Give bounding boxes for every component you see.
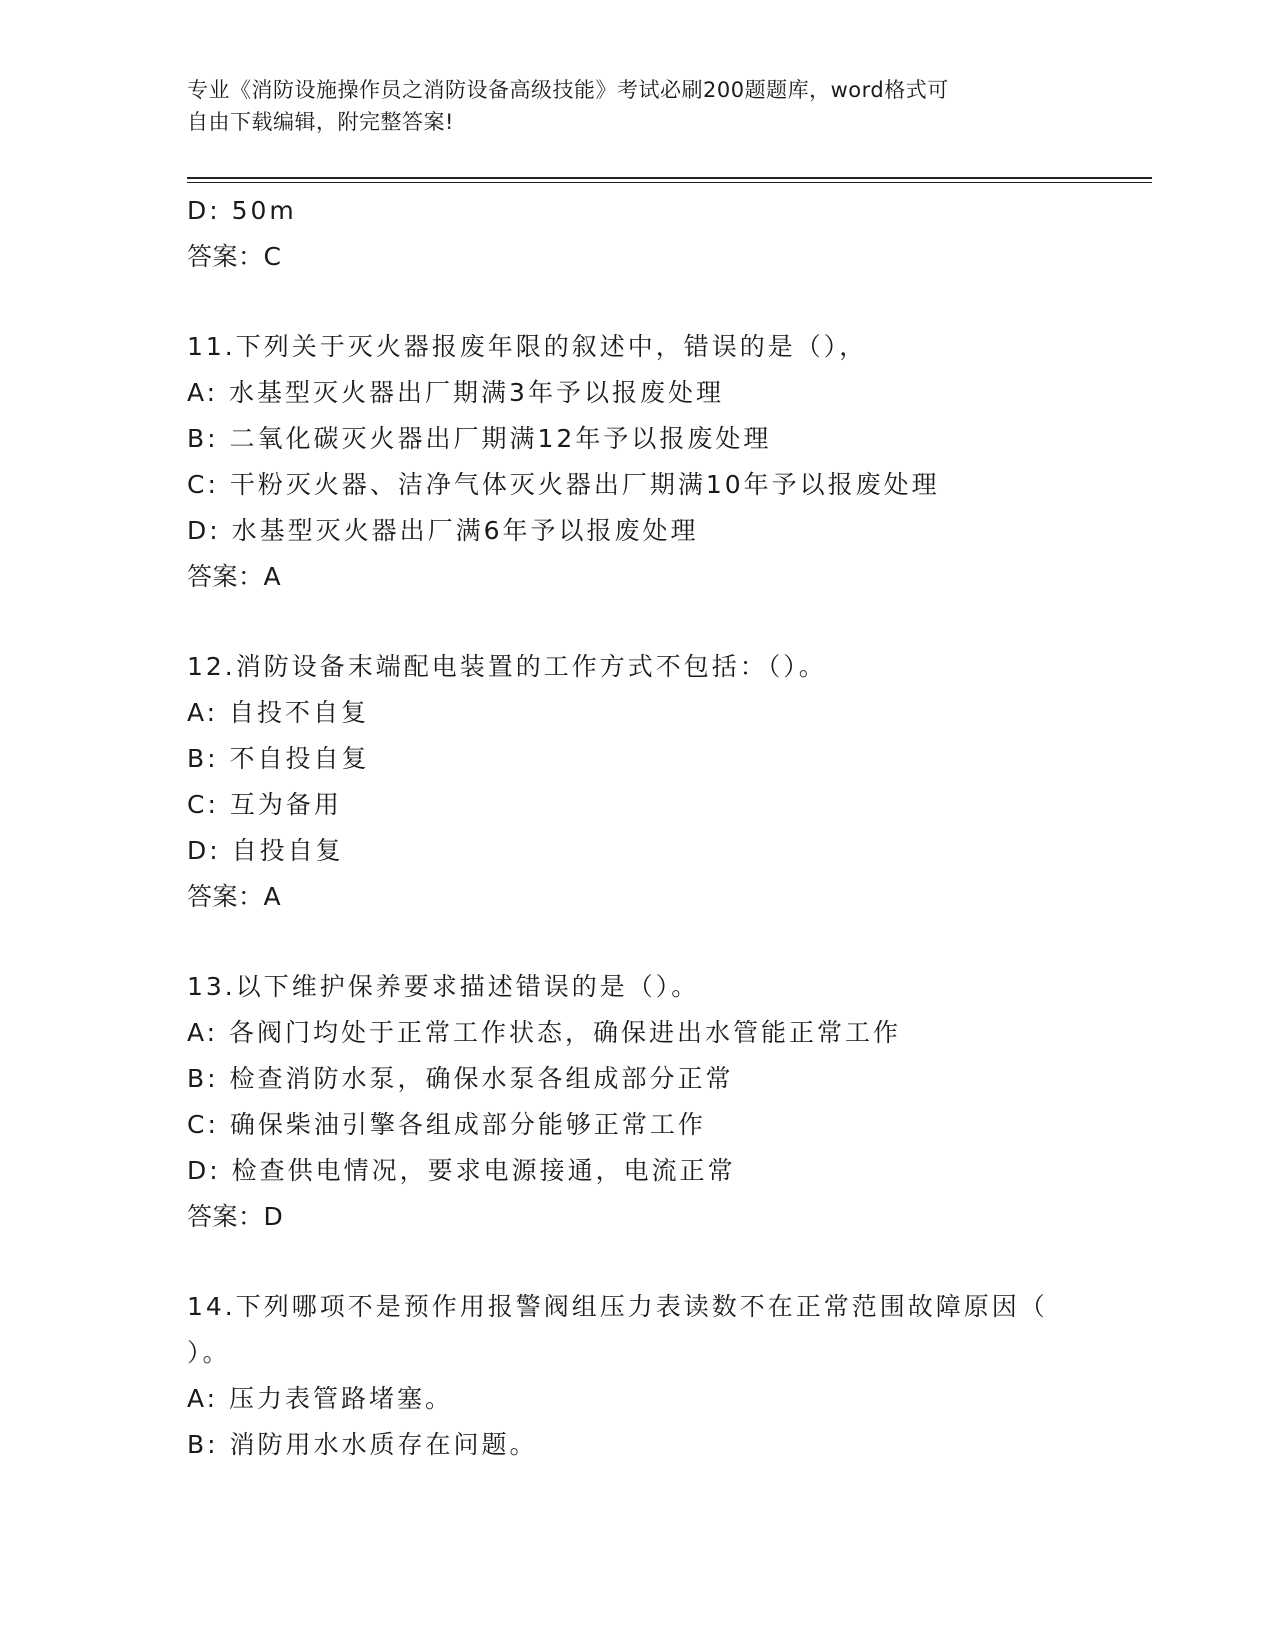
- question-content: [187, 188, 1152, 1468]
- option-a: A: 压力表管路堵塞。: [187, 1384, 454, 1413]
- option-b: B: 消防用水水质存在问题。: [187, 1430, 538, 1459]
- option-c: C: 干粉灭火器、洁净气体灭火器出厂期满10年予以报废处理: [187, 470, 940, 499]
- prev-answer: 答案：C: [187, 242, 282, 271]
- question-12: [187, 644, 1152, 920]
- header-divider-thin: [187, 182, 1152, 183]
- option-b: B: 二氧化碳灭火器出厂期满12年予以报废处理: [187, 424, 772, 453]
- option-a: A: 各阀门均处于正常工作状态，确保进出水管能正常工作: [187, 1018, 902, 1047]
- question-stem: 11.下列关于灭火器报废年限的叙述中，错误的是（），: [187, 332, 868, 361]
- option-d: D: 检查供电情况，要求电源接通，电流正常: [187, 1156, 736, 1185]
- header-divider-thick: [187, 177, 1152, 179]
- answer: 答案：A: [187, 882, 282, 911]
- answer: 答案：D: [187, 1202, 284, 1231]
- option-a: A: 水基型灭火器出厂期满3年予以报废处理: [187, 378, 724, 407]
- option-a: A: 自投不自复: [187, 698, 370, 727]
- question-14: [187, 1284, 1152, 1468]
- question-stem-line-2: ）。: [187, 1338, 231, 1367]
- option-d: D: 自投自复: [187, 836, 344, 865]
- option-c: C: 互为备用: [187, 790, 342, 819]
- page-header: [187, 74, 1067, 138]
- option-b: B: 检查消防水泵，确保水泵各组成部分正常: [187, 1064, 734, 1093]
- question-stem-line-1: 14.下列哪项不是预作用报警阀组压力表读数不在正常范围故障原因（: [187, 1292, 1048, 1321]
- question-13: [187, 964, 1152, 1240]
- header-line-1: 专业《消防设施操作员之消防设备高级技能》考试必刷200题题库，word格式可: [187, 78, 949, 102]
- option-d: D: 水基型灭火器出厂满6年予以报废处理: [187, 516, 699, 545]
- question-stem: 13.以下维护保养要求描述错误的是（）。: [187, 972, 700, 1001]
- prev-option-d: D: 50m: [187, 196, 297, 225]
- question-11: [187, 324, 1152, 600]
- header-line-2: 自由下载编辑，附完整答案!: [187, 110, 454, 134]
- option-c: C: 确保柴油引擎各组成部分能够正常工作: [187, 1110, 706, 1139]
- question-stem: 12.消防设备末端配电装置的工作方式不包括：（）。: [187, 652, 827, 681]
- option-b: B: 不自投自复: [187, 744, 370, 773]
- answer: 答案：A: [187, 562, 282, 591]
